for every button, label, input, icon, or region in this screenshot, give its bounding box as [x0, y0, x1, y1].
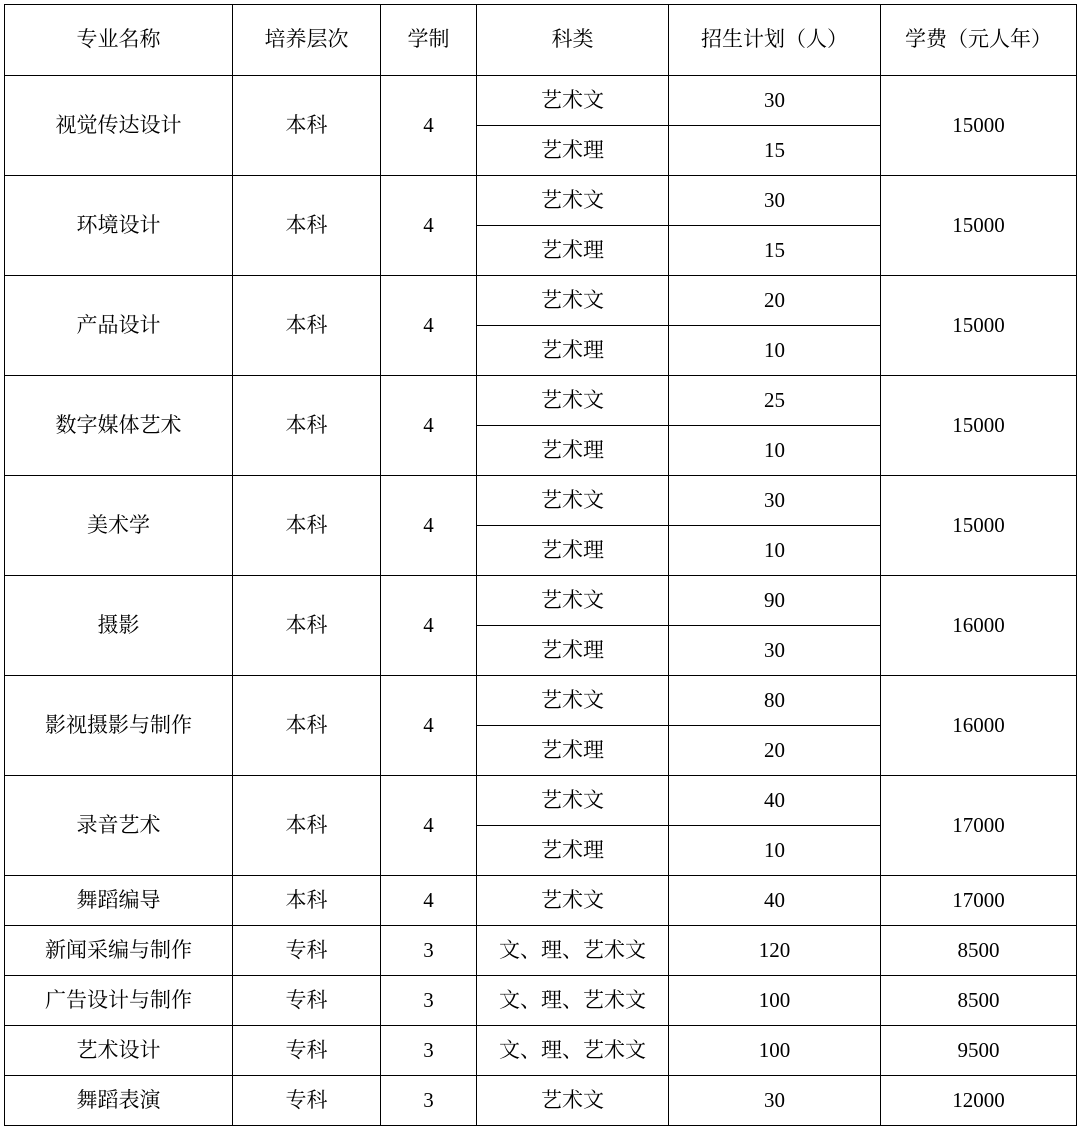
cell-years: 4	[381, 176, 477, 276]
cell-tuition-fee: 16000	[881, 676, 1077, 776]
cell-tuition-fee: 9500	[881, 1026, 1077, 1076]
cell-plan-count: 30	[669, 626, 881, 676]
cell-years: 4	[381, 476, 477, 576]
cell-level: 本科	[233, 176, 381, 276]
table-row	[5, 376, 1077, 426]
cell-level: 本科	[233, 776, 381, 876]
cell-subject-type: 文、理、艺术文	[477, 976, 669, 1026]
table-row	[5, 76, 1077, 126]
cell-major: 影视摄影与制作	[5, 676, 233, 776]
column-header-years: 学制	[381, 5, 477, 76]
cell-tuition-fee: 12000	[881, 1076, 1077, 1126]
cell-subject-type: 艺术文	[477, 276, 669, 326]
cell-subject-type: 艺术理	[477, 826, 669, 876]
column-header-level: 培养层次	[233, 5, 381, 76]
cell-plan-count: 30	[669, 1076, 881, 1126]
cell-years: 3	[381, 926, 477, 976]
cell-subject-type: 艺术文	[477, 676, 669, 726]
cell-plan-count: 40	[669, 776, 881, 826]
cell-plan-count: 120	[669, 926, 881, 976]
cell-major: 广告设计与制作	[5, 976, 233, 1026]
cell-years: 3	[381, 1026, 477, 1076]
cell-plan-count: 15	[669, 226, 881, 276]
table-header	[5, 5, 1077, 76]
cell-years: 4	[381, 776, 477, 876]
table-row	[5, 176, 1077, 226]
cell-subject-type: 艺术文	[477, 776, 669, 826]
cell-subject-type: 艺术理	[477, 426, 669, 476]
cell-subject-type: 艺术文	[477, 476, 669, 526]
cell-major: 舞蹈编导	[5, 876, 233, 926]
cell-level: 本科	[233, 476, 381, 576]
cell-major: 摄影	[5, 576, 233, 676]
header-row	[5, 5, 1077, 76]
cell-subject-type: 艺术理	[477, 626, 669, 676]
cell-major: 艺术设计	[5, 1026, 233, 1076]
cell-tuition-fee: 15000	[881, 176, 1077, 276]
cell-subject-type: 艺术文	[477, 1076, 669, 1126]
cell-level: 本科	[233, 576, 381, 676]
cell-plan-count: 10	[669, 526, 881, 576]
cell-plan-count: 30	[669, 476, 881, 526]
cell-plan-count: 40	[669, 876, 881, 926]
column-header-type: 科类	[477, 5, 669, 76]
cell-plan-count: 15	[669, 126, 881, 176]
cell-level: 专科	[233, 1026, 381, 1076]
table-row	[5, 926, 1077, 976]
cell-tuition-fee: 15000	[881, 276, 1077, 376]
cell-years: 4	[381, 376, 477, 476]
table-row	[5, 976, 1077, 1026]
cell-subject-type: 艺术理	[477, 326, 669, 376]
cell-major: 视觉传达设计	[5, 76, 233, 176]
table-body	[5, 76, 1077, 1126]
cell-level: 本科	[233, 76, 381, 176]
cell-level: 本科	[233, 876, 381, 926]
cell-years: 3	[381, 976, 477, 1026]
cell-tuition-fee: 15000	[881, 376, 1077, 476]
cell-plan-count: 20	[669, 726, 881, 776]
cell-major: 美术学	[5, 476, 233, 576]
cell-subject-type: 文、理、艺术文	[477, 1026, 669, 1076]
cell-subject-type: 艺术理	[477, 126, 669, 176]
cell-plan-count: 90	[669, 576, 881, 626]
cell-subject-type: 艺术理	[477, 526, 669, 576]
cell-major: 数字媒体艺术	[5, 376, 233, 476]
cell-subject-type: 艺术理	[477, 226, 669, 276]
cell-plan-count: 25	[669, 376, 881, 426]
table-row	[5, 876, 1077, 926]
cell-major: 环境设计	[5, 176, 233, 276]
cell-subject-type: 艺术理	[477, 726, 669, 776]
cell-plan-count: 100	[669, 976, 881, 1026]
cell-subject-type: 艺术文	[477, 876, 669, 926]
table-row	[5, 1076, 1077, 1126]
cell-tuition-fee: 17000	[881, 776, 1077, 876]
cell-subject-type: 艺术文	[477, 376, 669, 426]
cell-plan-count: 10	[669, 426, 881, 476]
table-row	[5, 776, 1077, 826]
cell-years: 4	[381, 676, 477, 776]
cell-plan-count: 100	[669, 1026, 881, 1076]
cell-major: 录音艺术	[5, 776, 233, 876]
cell-tuition-fee: 17000	[881, 876, 1077, 926]
column-header-fee: 学费（元人年）	[881, 5, 1077, 76]
cell-plan-count: 20	[669, 276, 881, 326]
cell-plan-count: 30	[669, 176, 881, 226]
cell-subject-type: 艺术文	[477, 576, 669, 626]
cell-subject-type: 艺术文	[477, 176, 669, 226]
cell-level: 本科	[233, 276, 381, 376]
cell-years: 4	[381, 276, 477, 376]
cell-major: 舞蹈表演	[5, 1076, 233, 1126]
cell-years: 3	[381, 1076, 477, 1126]
cell-years: 4	[381, 576, 477, 676]
cell-years: 4	[381, 76, 477, 176]
cell-major: 新闻采编与制作	[5, 926, 233, 976]
cell-major: 产品设计	[5, 276, 233, 376]
table-row	[5, 1026, 1077, 1076]
cell-subject-type: 艺术文	[477, 76, 669, 126]
cell-plan-count: 80	[669, 676, 881, 726]
cell-plan-count: 10	[669, 826, 881, 876]
column-header-plan: 招生计划（人）	[669, 5, 881, 76]
cell-subject-type: 文、理、艺术文	[477, 926, 669, 976]
cell-level: 本科	[233, 376, 381, 476]
cell-tuition-fee: 8500	[881, 976, 1077, 1026]
column-header-major: 专业名称	[5, 5, 233, 76]
table-row	[5, 576, 1077, 626]
cell-level: 专科	[233, 976, 381, 1026]
cell-tuition-fee: 8500	[881, 926, 1077, 976]
table-row	[5, 276, 1077, 326]
cell-plan-count: 30	[669, 76, 881, 126]
cell-level: 专科	[233, 926, 381, 976]
cell-level: 专科	[233, 1076, 381, 1126]
cell-tuition-fee: 16000	[881, 576, 1077, 676]
table-row	[5, 476, 1077, 526]
cell-years: 4	[381, 876, 477, 926]
cell-tuition-fee: 15000	[881, 476, 1077, 576]
cell-plan-count: 10	[669, 326, 881, 376]
admissions-plan-table	[4, 4, 1077, 1126]
cell-tuition-fee: 15000	[881, 76, 1077, 176]
cell-level: 本科	[233, 676, 381, 776]
table-row	[5, 676, 1077, 726]
